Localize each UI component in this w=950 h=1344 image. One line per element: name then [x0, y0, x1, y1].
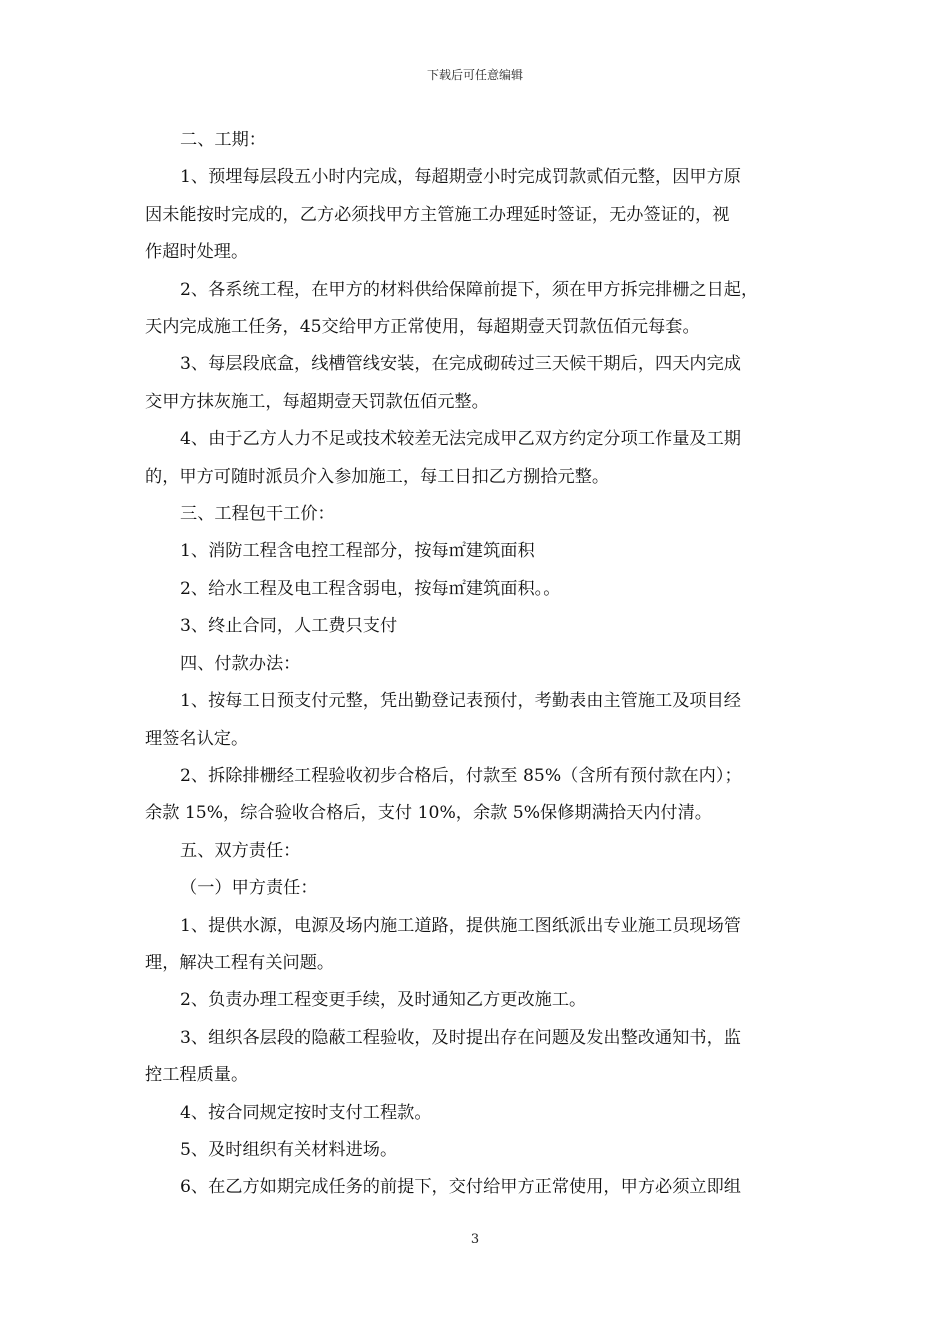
- text-line: 控工程质量。: [145, 1065, 249, 1086]
- text-line: 1、预埋每层段五小时内完成，每超期壹小时完成罚款贰佰元整，因甲方原: [180, 167, 741, 188]
- text-line: 五、双方责任：: [180, 840, 301, 861]
- text-line: 四、付款办法：: [180, 653, 301, 674]
- text-line: 5、及时组织有关材料进场。: [180, 1139, 398, 1160]
- text-line: 3、组织各层段的隐蔽工程验收，及时提出存在问题及发出整改通知书，监: [180, 1027, 741, 1048]
- page-header: 下载后可任意编辑: [426, 68, 523, 82]
- text-line: 天内完成施工任务，45交给甲方正常使用，每超期壹天罚款伍佰元每套。: [145, 317, 700, 338]
- text-line: 2、各系统工程，在甲方的材料供给保障前提下，须在甲方拆完排栅之日起，: [180, 279, 759, 300]
- text-line: 4、由于乙方人力不足或技术较差无法完成甲乙双方约定分项工作量及工期: [180, 429, 741, 450]
- text-line: 余款 15%，综合验收合格后，支付 10%，余款 5%保修期满拾天内付清。: [145, 803, 712, 824]
- text-line: 二、工期：: [180, 130, 266, 150]
- text-line: 4、按合同规定按时支付工程款。: [180, 1102, 432, 1123]
- text-line: 1、按每工日预支付元整，凭出勤登记表预付，考勤表由主管施工及项目经: [180, 691, 741, 712]
- text-line: （一）甲方责任：: [180, 878, 318, 899]
- text-line: 理签名认定。: [145, 728, 249, 749]
- text-line: 理，解决工程有关问题。: [145, 952, 335, 973]
- text-line: 1、消防工程含电控工程部分，按每㎡建筑面积: [180, 541, 535, 562]
- document-body: [145, 122, 805, 1207]
- text-line: 2、给水工程及电工程含弱电，按每㎡建筑面积。。: [180, 578, 561, 599]
- text-line: 三、工程包干工价：: [180, 504, 335, 525]
- text-line: 3、每层段底盒，线槽管线安装，在完成砌砖过三天候干期后，四天内完成: [180, 354, 741, 375]
- text-line: 因未能按时完成的，乙方必须找甲方主管施工办理延时签证，无办签证的，视: [145, 204, 730, 225]
- text-line: 1、提供水源，电源及场内施工道路，提供施工图纸派出专业施工员现场管: [180, 915, 741, 936]
- page-number: 3: [470, 1232, 480, 1247]
- text-line: 6、在乙方如期完成任务的前提下，交付给甲方正常使用，甲方必须立即组: [180, 1177, 741, 1198]
- text-line: 2、拆除排栅经工程验收初步合格后，付款至 85%（含所有预付款在内）；: [180, 765, 742, 786]
- text-line: 的，甲方可随时派员介入参加施工，每工日扣乙方捌拾元整。: [145, 466, 610, 487]
- text-line: 作超时处理。: [145, 242, 249, 263]
- text-line: 交甲方抹灰施工，每超期壹天罚款伍佰元整。: [145, 391, 489, 412]
- text-line: 2、负责办理工程变更手续，及时通知乙方更改施工。: [180, 990, 587, 1011]
- text-line: 3、终止合同，人工费只支付: [180, 616, 398, 637]
